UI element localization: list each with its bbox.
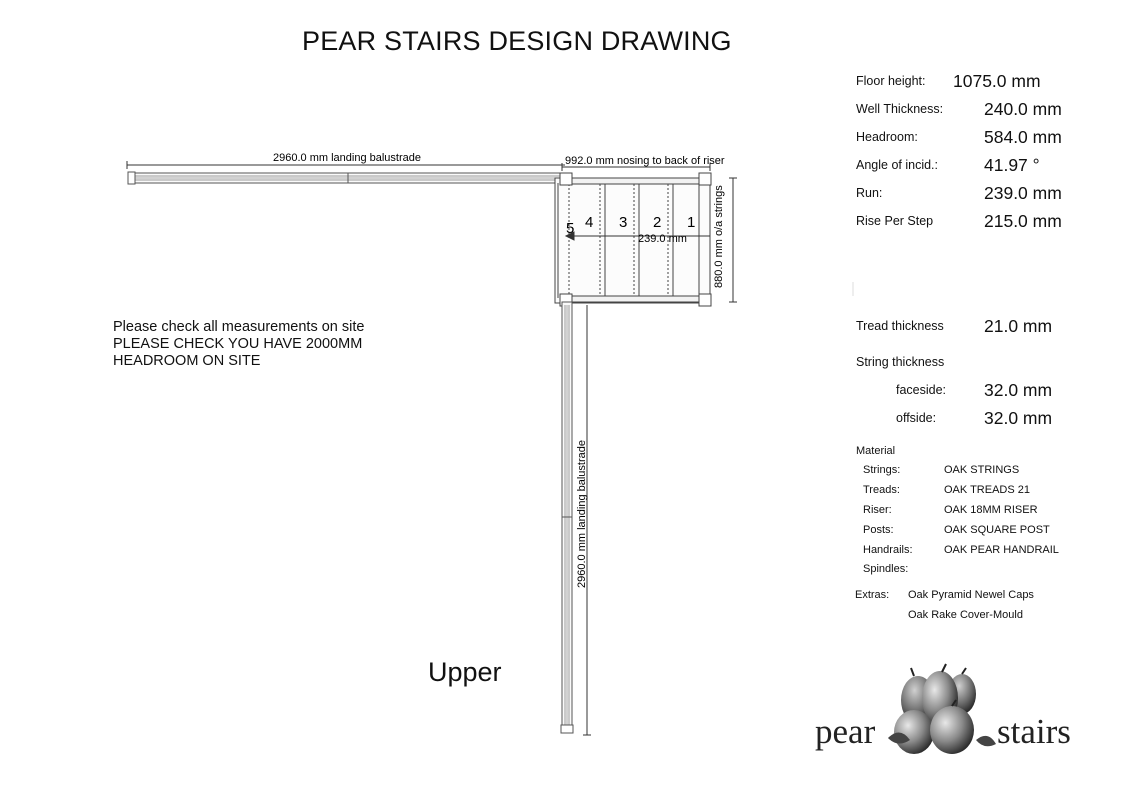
spec-run-label: Run: bbox=[856, 186, 883, 200]
spec-headroom-value: 584.0 mm bbox=[984, 127, 1062, 147]
material-posts-value: OAK SQUARE POST bbox=[944, 524, 1050, 536]
faceside-label: faceside: bbox=[896, 383, 947, 397]
spec-run-value: 239.0 mm bbox=[984, 183, 1062, 203]
note-line-2: PLEASE CHECK YOU HAVE 2000MM bbox=[113, 336, 363, 352]
string-thickness-label: String thickness bbox=[856, 355, 945, 369]
step-number-2: 2 bbox=[653, 214, 662, 231]
spec-angle-label: Angle of incid.: bbox=[856, 158, 938, 172]
logo-text-stairs: stairs bbox=[997, 712, 1071, 751]
tread-thickness-value: 21.0 mm bbox=[984, 316, 1053, 336]
spec-floor-height-label: Floor height: bbox=[856, 74, 926, 88]
note-line-1: Please check all measurements on site bbox=[113, 319, 365, 335]
material-treads-label: Treads: bbox=[863, 484, 900, 496]
material-riser-label: Riser: bbox=[863, 504, 892, 516]
material-handrails-label: Handrails: bbox=[863, 544, 913, 556]
note-line-3: HEADROOM ON SITE bbox=[113, 353, 261, 369]
view-label: Upper bbox=[428, 657, 502, 687]
page-title: PEAR STAIRS DESIGN DRAWING bbox=[302, 26, 732, 56]
material-spindles-label: Spindles: bbox=[863, 563, 909, 575]
spec-well-thickness-value: 240.0 mm bbox=[984, 99, 1062, 119]
step-number-4: 4 bbox=[585, 214, 594, 231]
strings-label: 880.0 mm o/a strings bbox=[713, 185, 725, 288]
material-riser-value: OAK 18MM RISER bbox=[944, 504, 1038, 516]
strings-dimension bbox=[729, 178, 737, 302]
extras-label: Extras: bbox=[855, 589, 890, 601]
offside-value: 32.0 mm bbox=[984, 408, 1053, 428]
faceside-value: 32.0 mm bbox=[984, 380, 1053, 400]
stair-flight bbox=[555, 173, 711, 306]
material-strings-value: OAK STRINGS bbox=[944, 464, 1020, 476]
side-landing-balustrade bbox=[561, 302, 573, 733]
material-strings-label: Strings: bbox=[863, 464, 901, 476]
step-number-3: 3 bbox=[619, 214, 628, 231]
step-number-5: 5 bbox=[566, 220, 575, 237]
material-heading: Material bbox=[856, 445, 896, 457]
step-number-1: 1 bbox=[687, 214, 696, 231]
spec-angle-value: 41.97 ° bbox=[984, 155, 1040, 175]
top-balustrade-label: 2960.0 mm landing balustrade bbox=[273, 152, 421, 164]
spec-floor-height-value: 1075.0 mm bbox=[953, 71, 1041, 91]
material-handrails-value: OAK PEAR HANDRAIL bbox=[944, 544, 1059, 556]
spec-rise-value: 215.0 mm bbox=[984, 211, 1062, 231]
spec-headroom-label: Headroom: bbox=[856, 130, 918, 144]
top-landing-balustrade bbox=[128, 172, 565, 184]
run-label: 239.0 mm bbox=[638, 233, 687, 245]
logo-text-pear: pear bbox=[815, 712, 876, 751]
nosing-label: 992.0 mm nosing to back of riser bbox=[565, 155, 725, 167]
offside-label: offside: bbox=[896, 411, 937, 425]
tread-thickness-label: Tread thickness bbox=[856, 319, 944, 333]
material-posts-label: Posts: bbox=[863, 524, 894, 536]
side-balustrade-label: 2960.0 mm landing balustrade bbox=[576, 440, 588, 588]
extras-item-1: Oak Pyramid Newel Caps bbox=[908, 589, 1034, 601]
material-treads-value: OAK TREADS 21 bbox=[944, 484, 1030, 496]
spec-well-thickness-label: Well Thickness: bbox=[856, 102, 944, 116]
spec-rise-label: Rise Per Step bbox=[856, 214, 934, 228]
pear-illustration-icon bbox=[880, 660, 1000, 760]
extras-item-2: Oak Rake Cover-Mould bbox=[908, 609, 1023, 621]
